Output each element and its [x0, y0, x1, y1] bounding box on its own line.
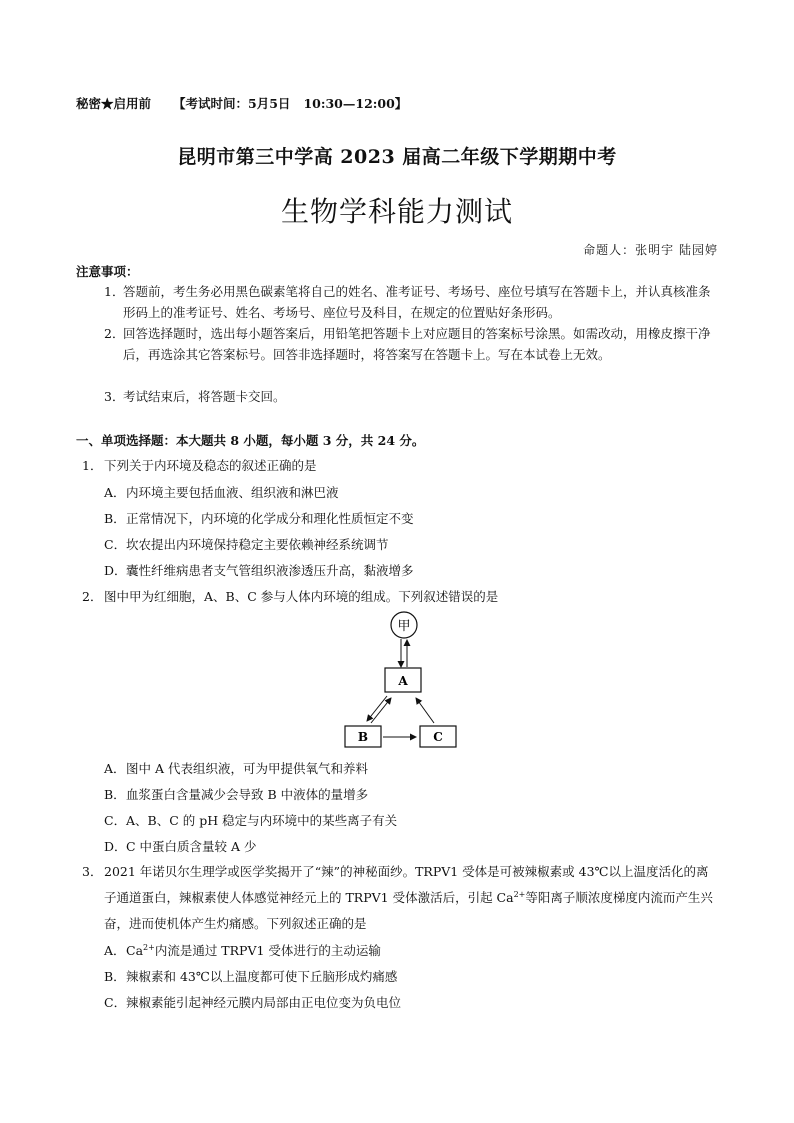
option-a	[104, 759, 368, 777]
note-item	[104, 281, 718, 323]
stem-part: 等阳离子顺浓度梯度内流而产生兴奋，进而使机体产生灼痛感。下列叙述正确的是	[104, 890, 713, 931]
option-text: 辣椒素和 43℃以上温度都可使下丘脑形成灼痛感	[126, 969, 398, 984]
box-c-label: C	[433, 730, 443, 744]
question-1	[82, 453, 718, 479]
section-heading: 一、单项选择题：本大题共 8 小题，每小题 3 分，共 24 分。	[76, 433, 425, 448]
exam-time-label: 【考试时间：5月5日 10:30—12:00】	[173, 96, 408, 111]
option-d	[104, 561, 414, 579]
note-item	[104, 386, 718, 407]
option-prefix: Ca	[126, 943, 144, 958]
secret-label: 秘密★启用前	[76, 96, 152, 111]
option-text: A、B、C 的 pH 稳定与内环境中的某些离子有关	[126, 813, 398, 828]
note-item	[104, 323, 718, 365]
notes-heading: 注意事项：	[76, 264, 139, 279]
circle-label: 甲	[397, 619, 411, 634]
stem-superscript: 2+	[513, 889, 526, 899]
option-text: 内环境主要包括血液、组织液和淋巴液	[126, 485, 339, 500]
question-stem	[82, 859, 718, 937]
note-number: 1．	[104, 284, 125, 299]
question-stem: 图中甲为红细胞，A、B、C 参与人体内环境的组成。下列叙述错误的是	[104, 589, 499, 604]
option-text: 坎农提出内环境保持稳定主要依赖神经系统调节	[126, 537, 389, 552]
body-fluid-diagram	[330, 605, 470, 755]
option-b	[104, 509, 414, 527]
question-number: 1．	[82, 458, 103, 473]
option-label: C．	[104, 813, 127, 828]
option-label: A．	[104, 943, 126, 958]
option-superscript: 2+	[143, 942, 155, 952]
option-a	[104, 483, 339, 501]
option-d	[104, 837, 257, 855]
author-line: 命题人：张明宇 陆园婷	[583, 243, 718, 257]
option-text: 图中 A 代表组织液，可为甲提供氧气和养料	[126, 761, 368, 776]
option-label: D．	[104, 839, 127, 854]
exam-title: 昆明市第三中学高 2023 届高二年级下学期期中考	[177, 146, 617, 168]
note-number: 2．	[104, 326, 125, 341]
option-c	[104, 811, 397, 829]
box-a-label: A	[398, 674, 408, 688]
option-c	[104, 535, 389, 553]
arrow-c-to-a	[416, 698, 434, 723]
question-3	[82, 859, 718, 937]
option-label: A．	[104, 761, 126, 776]
option-text: 辣椒素能引起神经元膜内局部由正电位变为负电位	[126, 995, 402, 1010]
question-stem: 下列关于内环境及稳态的叙述正确的是	[104, 458, 317, 473]
option-text: 内流是通过 TRPV1 受体进行的主动运输	[154, 943, 381, 958]
option-label: A．	[104, 485, 126, 500]
arrow-a-to-b	[367, 696, 387, 721]
question-number: 3．	[82, 864, 103, 879]
box-b-label: B	[357, 730, 369, 744]
note-text: 考试结束后，将答题卡交回。	[123, 389, 286, 404]
option-text: C 中蛋白质含量较 A 少	[126, 839, 257, 854]
option-label: C．	[104, 995, 127, 1010]
option-label: B．	[104, 969, 126, 984]
note-text: 回答选择题时，选出每小题答案后，用铅笔把答题卡上对应题目的答案标号涂黑。如需改动，用橡皮擦干净后，再选涂其它答案标号。回答非选择题时，将答案写在答题卡上。写在本试卷上无效。	[123, 326, 711, 362]
option-label: C．	[104, 537, 127, 552]
note-text: 答题前，考生务必用黑色碳素笔将自己的姓名、准考证号、考场号、座位号填写在答题卡上，并认真核准条形码上的准考证号、姓名、考场号、座位号及科目，在规定的位置贴好条形码。	[123, 284, 711, 320]
option-label: B．	[104, 511, 126, 526]
option-b	[104, 967, 397, 985]
option-text: 囊性纤维病患者支气管组织液渗透压升高，黏液增多	[126, 563, 414, 578]
option-text: 正常情况下，内环境的化学成分和理化性质恒定不变	[126, 511, 414, 526]
note-number: 3．	[104, 389, 125, 404]
arrow-b-to-a	[371, 698, 391, 723]
option-label: D．	[104, 563, 127, 578]
option-c	[104, 993, 401, 1011]
option-a	[104, 941, 381, 959]
option-b	[104, 785, 368, 803]
option-label: B．	[104, 787, 126, 802]
stem-part: 2021 年诺贝尔生理学或医学奖揭开了“辣”的神秘面纱。TRPV1 受体是可被辣椒素或 43℃以上温度活化的离子通道蛋白，辣椒素使人体感觉神经元上的 TRPV1 受体激活后，引起 Ca	[104, 864, 709, 905]
subject-title: 生物学科能力测试	[280, 195, 513, 228]
question-number: 2．	[82, 589, 103, 604]
header-line	[76, 94, 407, 112]
option-text: 血浆蛋白含量减少会导致 B 中液体的量增多	[126, 787, 369, 802]
